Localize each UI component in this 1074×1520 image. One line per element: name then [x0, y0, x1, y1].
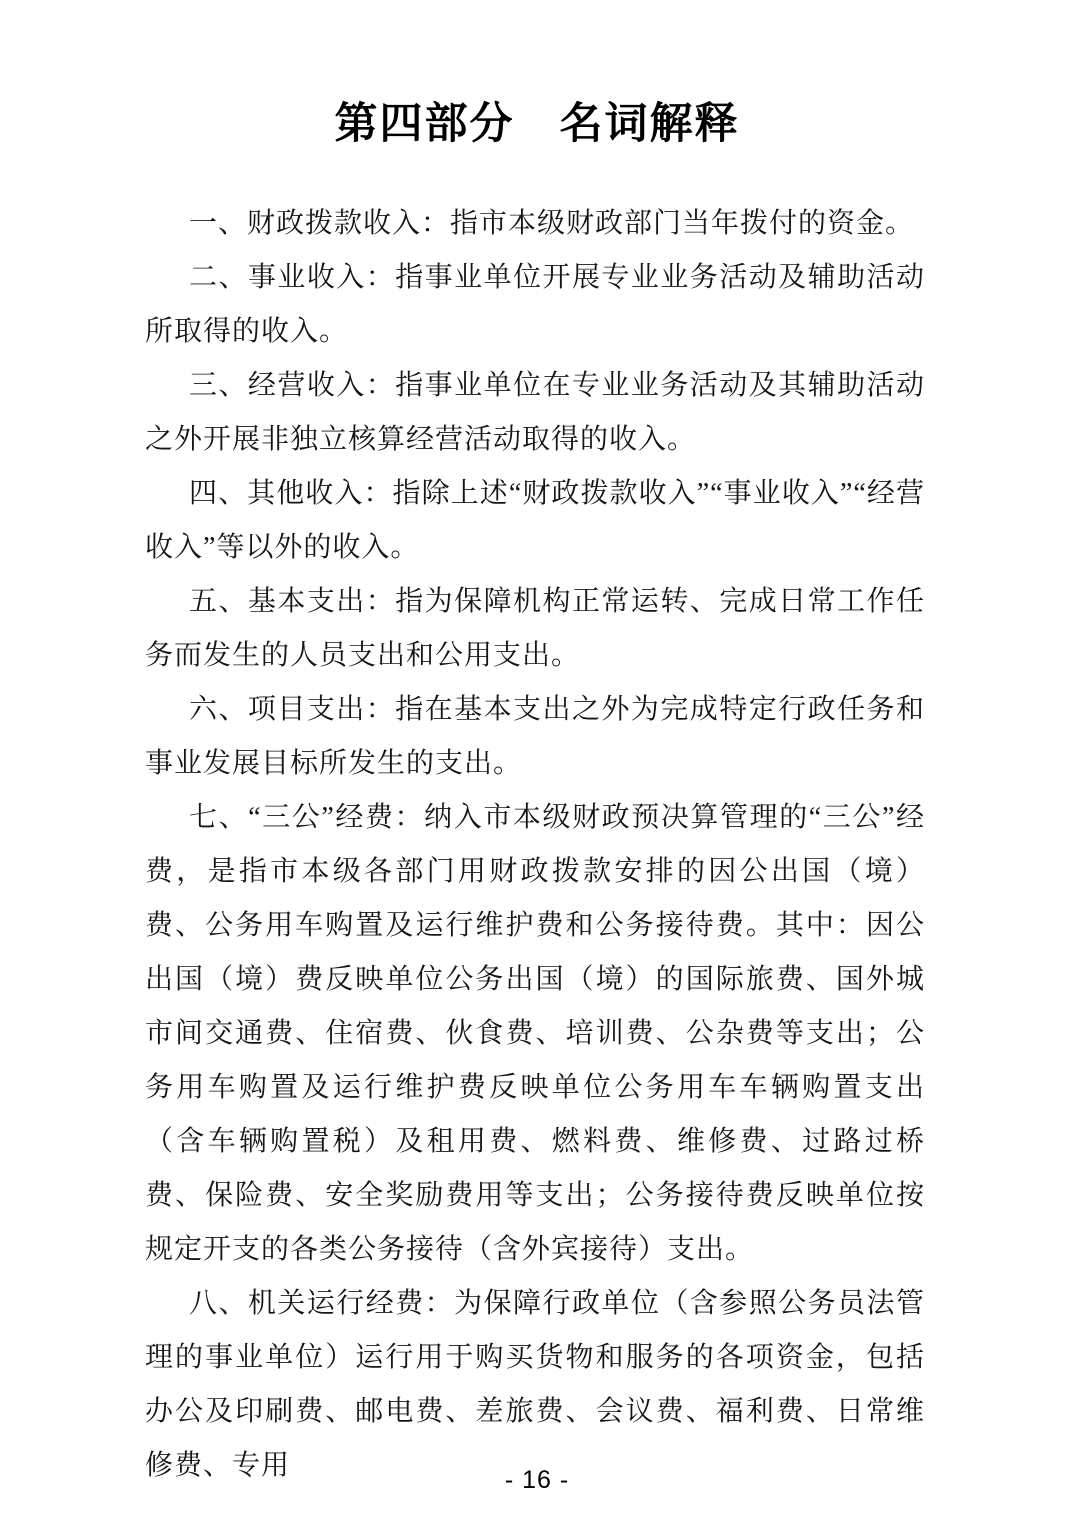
definition-paragraph-basic-expenditure: 五、基本支出：指为保障机构正常运转、完成日常工作任务而发生的人员支出和公用支出。: [145, 586, 925, 671]
definition-paragraph-other-income: 四、其他收入：指除上述“财政拨款收入”“事业收入”“经营收入”等以外的收入。: [145, 478, 925, 563]
document-title: 第四部分 名词解释: [334, 100, 740, 148]
definition-paragraph-operating-income: 三、经营收入：指事业单位在专业业务活动及其辅助活动之外开展非独立核算经营活动取得的收入。: [145, 370, 925, 455]
page-number: - 16 -: [504, 1466, 570, 1494]
definition-paragraph-project-expenditure: 六、项目支出：指在基本支出之外为完成特定行政任务和事业发展目标所发生的支出。: [145, 694, 925, 779]
definition-paragraph-fiscal-appropriation-income: 一、财政拨款收入：指市本级财政部门当年拨付的资金。: [189, 208, 915, 239]
definition-paragraph-institutional-income: 二、事业收入：指事业单位开展专业业务活动及辅助活动所取得的收入。: [145, 262, 925, 347]
document-body: [145, 197, 925, 1493]
definition-paragraph-agency-operating-funds: 八、机关运行经费：为保障行政单位（含参照公务员法管理的事业单位）运行用于购买货物和服务的各项资金，包括办公及印刷费、邮电费、差旅费、会议费、福利费、日常维修费、专用: [145, 1288, 925, 1481]
definition-paragraph-three-public-funds: 七、“三公”经费：纳入市本级财政预决算管理的“三公”经费，是指市本级各部门用财政拨款安排的因公出国（境）费、公务用车购置及运行维护费和公务接待费。其中：因公出国（境）费反映单位公务出国（境）的国际旅费、国外城市间交通费、住宿费、伙食费、培训费、公杂费等支出；公务用车购置及运行维护费反映单位公务用车车辆购置支出（含车辆购置税）及租用费、燃料费、维修费、过路过桥费、保险费、安全奖励费用等支出；公务接待费反映单位按规定开支的各类公务接待（含外宾接待）支出。: [145, 802, 925, 1265]
